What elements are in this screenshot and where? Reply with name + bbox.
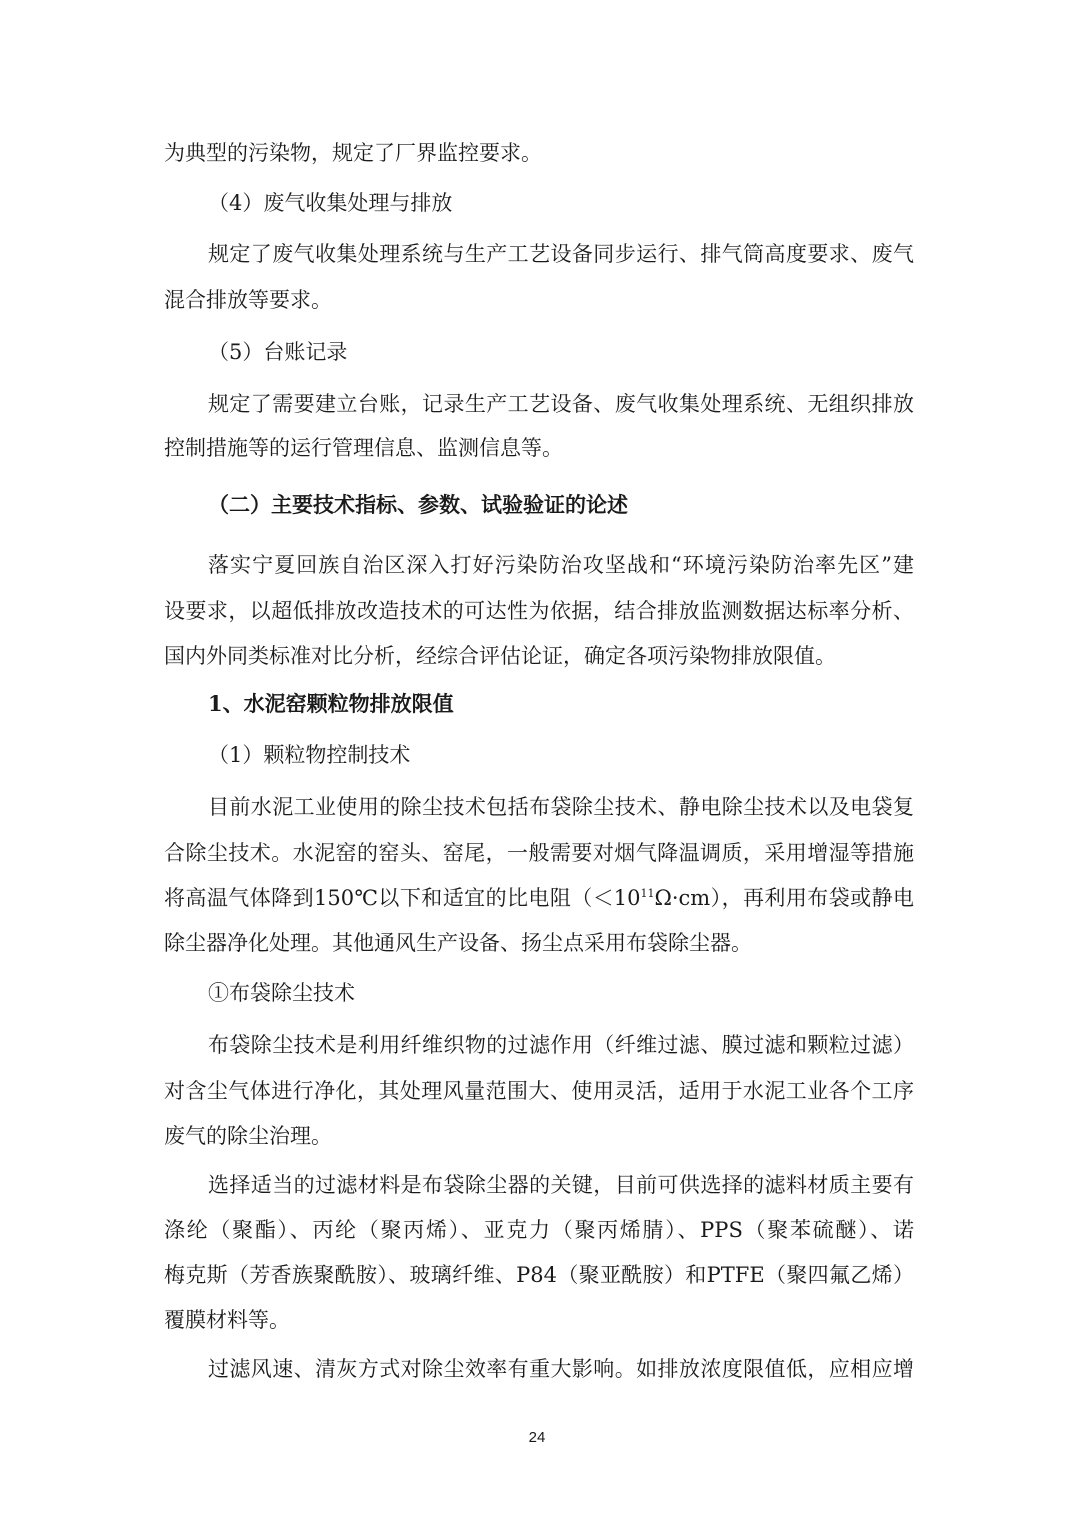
formula-text-after: Ω·cm），再利用布袋或静电 [654,886,915,910]
paragraph-text: 选择适当的过滤材料是布袋除尘器的关键，目前可供选择的滤料材质主要有 [208,1173,914,1197]
paragraph-text: 目前水泥工业使用的除尘技术包括布袋除尘技术、静电除尘技术以及电袋复 [208,795,914,819]
paragraph-text: 除尘器净化处理。其他通风生产设备、扬尘点采用布袋除尘器。 [164,931,752,955]
paragraph-text: 规定了废气收集处理系统与生产工艺设备同步运行、排气筒高度要求、废气 [208,242,914,266]
subheading-waste-gas: （4）废气收集处理与排放 [208,191,453,215]
paragraph-text: 国内外同类标准对比分析，经综合评估论证，确定各项污染物排放限值。 [164,644,836,668]
paragraph-text: 涤纶（聚酯）、丙纶（聚丙烯）、亚克力（聚丙烯腈）、PPS（聚苯硫醚）、诺 [164,1218,914,1242]
subsection-heading: 1、水泥窑颗粒物排放限值 [208,691,454,716]
formula-exponent: 11 [640,887,655,900]
paragraph-text: 混合排放等要求。 [164,288,332,312]
formula-text-before: 将高温气体降到150℃以下和适宜的比电阻（＜10 [164,886,641,910]
subheading-bag-filter: ①布袋除尘技术 [208,981,355,1005]
paragraph-text: 布袋除尘技术是利用纤维织物的过滤作用（纤维过滤、膜过滤和颗粒过滤） [208,1033,914,1057]
subheading-ledger: （5）台账记录 [208,340,348,364]
paragraph-text: 控制措施等的运行管理信息、监测信息等。 [164,436,563,460]
page-number: 24 [528,1429,546,1446]
paragraph-continuation: 为典型的污染物，规定了厂界监控要求。 [164,141,542,165]
paragraph-text: 落实宁夏回族自治区深入打好污染防治攻坚战和“环境污染防治率先区”建 [208,553,914,577]
paragraph-text: 规定了需要建立台账，记录生产工艺设备、废气收集处理系统、无组织排放 [208,392,914,416]
paragraph-text: 合除尘技术。水泥窑的窑头、窑尾，一般需要对烟气降温调质，采用增湿等措施 [164,841,914,865]
paragraph-text: 梅克斯（芳香族聚酰胺）、玻璃纤维、P84（聚亚酰胺）和PTFE（聚四氟乙烯） [164,1263,914,1287]
paragraph-text: 设要求，以超低排放改造技术的可达性为依据，结合排放监测数据达标率分析、 [164,599,914,623]
paragraph-text: 覆膜材料等。 [164,1308,290,1332]
section-heading: （二）主要技术指标、参数、试验验证的论述 [208,492,628,517]
paragraph-text: 过滤风速、清灰方式对除尘效率有重大影响。如排放浓度限值低，应相应增 [208,1357,914,1381]
subheading-control-tech: （1）颗粒物控制技术 [208,743,411,767]
formula-line [164,883,914,913]
paragraph-text: 对含尘气体进行净化，其处理风量范围大、使用灵活，适用于水泥工业各个工序 [164,1079,914,1103]
paragraph-text: 废气的除尘治理。 [164,1124,332,1148]
